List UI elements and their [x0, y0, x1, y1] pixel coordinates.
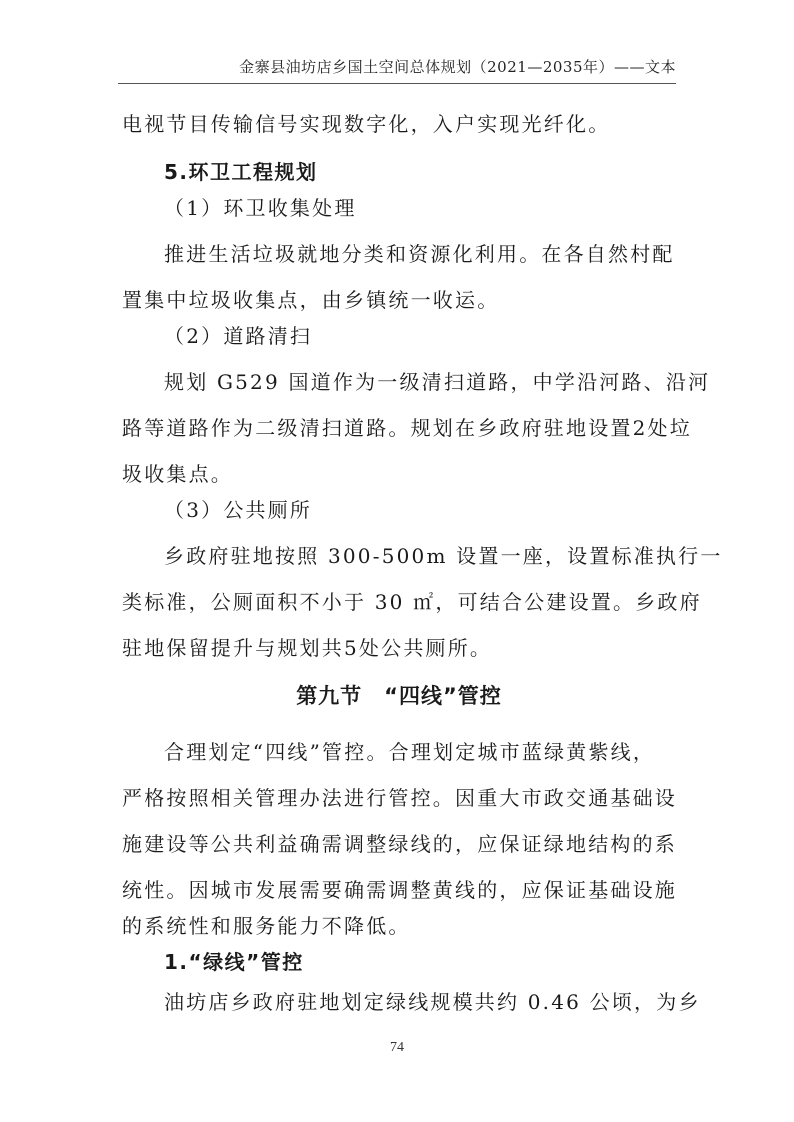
- paragraph-line: 的系统性和服务能力不降低。: [122, 914, 411, 938]
- paragraph-line: 严格按照相关管理办法进行管控。因重大市政交通基础设: [122, 786, 677, 810]
- subheading-green-line: 1.“绿线”管控: [164, 950, 304, 974]
- paragraph-line: 圾收集点。: [122, 462, 233, 486]
- paragraph-line: 路等道路作为二级清扫道路。规划在乡政府驻地设置2处垃: [122, 416, 692, 440]
- paragraph-line: 推进生活垃圾就地分类和资源化利用。在各自然村配: [164, 242, 675, 266]
- subsection-title: （2）道路清扫: [164, 324, 313, 348]
- paragraph-line: 施建设等公共利益确需调整绿线的，应保证绿地结构的系: [122, 832, 677, 856]
- paragraph-line: 乡政府驻地按照 300-500m 设置一座，设置标准执行一: [164, 544, 723, 568]
- body-text: [122, 0, 723, 1122]
- paragraph-line: 规划 G529 国道作为一级清扫道路，中学沿河路、沿河: [164, 370, 711, 394]
- section-title: 第九节 “四线”管控: [296, 684, 502, 708]
- subsection-title: （1）环卫收集处理: [164, 196, 357, 220]
- subheading-sanitation: 5.环卫工程规划: [164, 160, 318, 184]
- paragraph-line: 置集中垃圾收集点，由乡镇统一收运。: [122, 288, 500, 312]
- subsection-title: （3）公共厕所: [164, 498, 313, 522]
- paragraph-line: 驻地保留提升与规划共5处公共厕所。: [122, 636, 493, 660]
- paragraph-line: 油坊店乡政府驻地划定绿线规模共约 0.46 公顷，为乡: [164, 990, 701, 1014]
- running-header: 金寨县油坊店乡国土空间总体规划（2021—2035年）——文本: [118, 56, 676, 84]
- paragraph-line: 合理划定“四线”管控。合理划定城市蓝绿黄紫线，: [164, 740, 656, 764]
- paragraph-line: 电视节目传输信号实现数字化，入户实现光纤化。: [122, 112, 611, 136]
- paragraph-line: 统性。因城市发展需要确需调整黄线的，应保证基础设施: [122, 878, 677, 902]
- paragraph-line: 类标准，公厕面积不小于 30 ㎡，可结合公建设置。乡政府: [122, 590, 702, 614]
- page-number: 74: [390, 1040, 404, 1055]
